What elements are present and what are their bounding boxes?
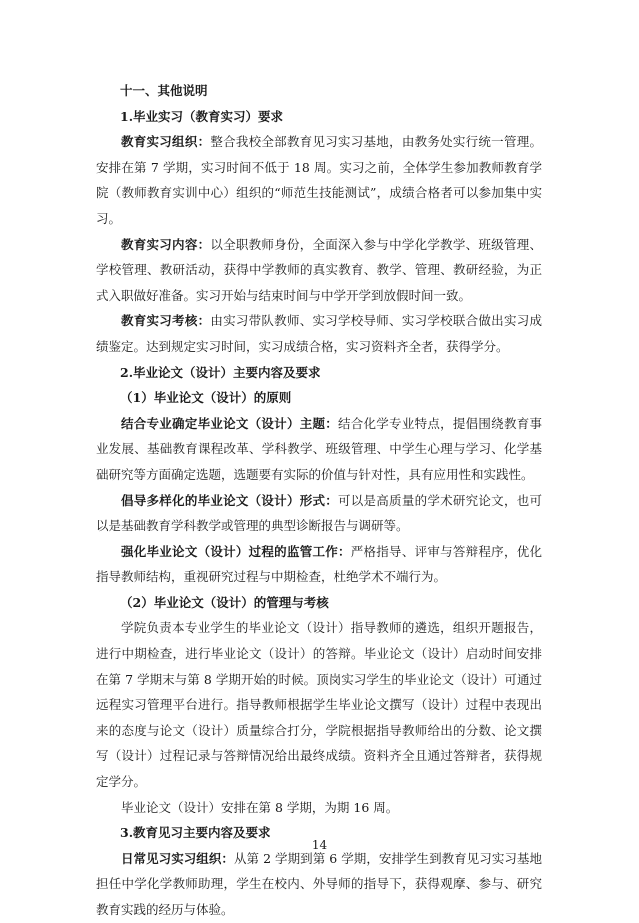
paragraph-lead: 日常见习实习组织：	[121, 850, 234, 866]
subheading-thesis-principles: （1）毕业论文（设计）的原则	[120, 390, 292, 406]
page-number: 14	[311, 838, 328, 852]
paragraph-text: 整合我校全部教育见习实习基地，由教务处实行统一管理。安排在第 7 学期，实习时间不低于 18 周。实习之前，全体学生参加教师教育学院（教师教育实训中心）组织的“师范生技能测试”，成绩合格者可以参加集中实习。	[96, 134, 542, 226]
paragraph-thesis-forms	[96, 488, 542, 539]
paragraph-lead: 教育实习组织：	[121, 134, 211, 150]
heading-internship: 1.毕业实习（教育实习）要求	[120, 108, 284, 124]
paragraph-lead: 教育实习内容：	[121, 236, 211, 252]
paragraph-thesis-management: 学院负责本专业学生的毕业论文（设计）指导教师的遴选，组织开题报告，进行中期检查，进行毕业论文（设计）的答辩。毕业论文（设计）启动时间安排在第 7 学期末与第 8 学期开始的时候。顶岗实习学生的毕业论文（设计）可通过远程实习管理平台进行。指导教师根据学生毕业论文撰写（设计）过程中表现出来的态度与论文（设计）质量综合打分，学院根据指导教师给出的分数、论文撰写（设计）过程记录与答辩情况给出最终成绩。资料齐全且通过答辩者，获得规定学分。	[96, 620, 542, 790]
paragraph-text: 从第 2 学期到第 6 学期，安排学生到教育见习实习基地担任中学化学教师助理，学生在校内、外导师的指导下，获得观摩、参与、研究教育实践的经历与体验。	[96, 850, 542, 917]
paragraph-text: 由实习带队教师、实习学校导师、实习学校联合做出实习成绩鉴定。达到规定实习时间，实习成绩合格，实习资料齐全者，获得学分。	[96, 313, 542, 354]
paragraph-internship-assessment	[96, 308, 542, 359]
paragraph-thesis-supervision	[96, 539, 542, 590]
paragraph-internship-content	[96, 232, 542, 309]
heading-observation: 3.教育见习主要内容及要求	[120, 825, 271, 841]
heading-thesis: 2.毕业论文（设计）主要内容及要求	[120, 364, 321, 380]
paragraph-lead: 结合专业确定毕业论文（设计）主题：	[121, 415, 338, 431]
document-body	[96, 78, 542, 923]
paragraph-lead: 教育实习考核：	[121, 313, 211, 329]
section-title: 十一、其他说明	[120, 83, 208, 98]
subheading-thesis-management: （2）毕业论文（设计）的管理与考核	[120, 594, 329, 610]
paragraph-text: 以全职教师身份，全面深入参与中学化学教学、班级管理、学校管理、教研活动，获得中学教师的真实教育、教学、管理、教研经验，为正式入职做好准备。实习开始与结束时间与中学开学到放假时间一致。	[96, 236, 542, 303]
paragraph-lead: 倡导多样化的毕业论文（设计）形式：	[121, 492, 338, 508]
paragraph-text: 可以是高质量的学术研究论文，也可以是基础教育学科教学或管理的典型诊断报告与调研等。	[96, 492, 542, 534]
paragraph-lead: 强化毕业论文（设计）过程的监管工作：	[121, 543, 351, 559]
paragraph-thesis-topic	[96, 411, 542, 488]
paragraph-text: 严格指导、评审与答辩程序，优化指导教师结构，重视研究过程与中期检查，杜绝学术不端行为。	[96, 543, 542, 585]
paragraph-text: 结合化学专业特点，提倡围绕教育事业发展、基础教育课程改革、学科教学、班级管理、中学生心理与学习、化学基础研究等方面确定选题，选题要有实际的价值与针对性，具有应用性和实践性。	[96, 415, 542, 482]
paragraph-observation-organization	[96, 846, 542, 923]
paragraph-internship-organization	[96, 129, 542, 231]
paragraph-thesis-schedule: 毕业论文（设计）安排在第 8 学期，为期 16 周。	[121, 799, 399, 815]
